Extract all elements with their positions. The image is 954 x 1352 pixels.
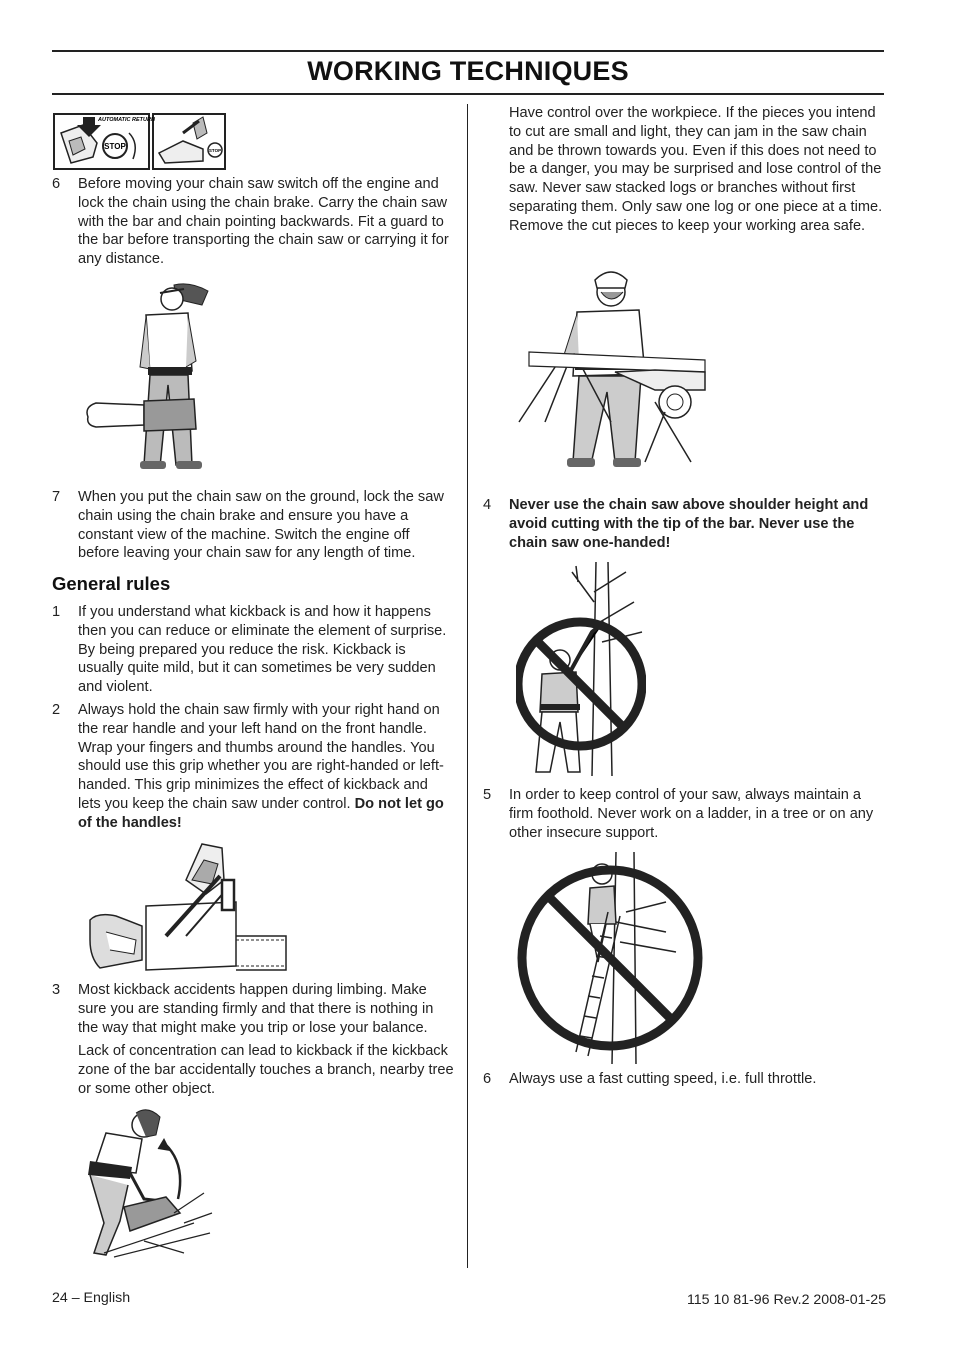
page-title: WORKING TECHNIQUES: [307, 56, 629, 86]
warning-bold: Never use the chain saw above shoulder height and avoid cutting with the tip of the bar. Never use the chain saw one-handed!: [509, 497, 869, 551]
page-number: 24 – English: [52, 1290, 131, 1306]
header-rule-bottom: [52, 93, 884, 95]
paragraph: Lack of concentration can lead to kickback if the kickback zone of the bar accidentally touches a branch, nearby tree or some other object.: [78, 1043, 454, 1097]
list-item: 1 If you understand what kickback is and how it happens then you can reduce or eliminate the element of surprise. By being prepared you reduce the risk. Kickback is usually quite mild, but it can sometimes be very sudden and violent.: [52, 604, 447, 696]
section-heading: General rules: [52, 573, 171, 594]
sawhorse-cutting-illustration: [515, 262, 715, 474]
automatic-return-label: AUTOMATIC RETURN: [98, 117, 155, 123]
list-item: 6 Always use a fast cutting speed, i.e. full throttle.: [483, 1071, 817, 1087]
list-item: 7 When you put the chain saw on the ground, lock the saw chain using the chain brake and ensure you have a constant view of the machine. Switch the engine off before leaving your chain saw for any length of time.: [52, 489, 444, 562]
list-item: 4 Never use the chain saw above shoulder height and avoid cutting with the tip of the bar. Never use the chain saw one-handed!: [483, 497, 869, 551]
header-rule-top: [52, 50, 884, 52]
list-item: 3 Most kickback accidents happen during limbing. Make sure you are standing firmly and that there is nothing in the way that might make you trip or lose your balance.: [52, 982, 434, 1036]
chain-brake-icon-panel: [53, 113, 226, 170]
warning-bold: Do not let go of the handles!: [78, 795, 444, 831]
prohibited-shoulder-height-illustration: [516, 562, 646, 776]
stop-small-label: STOP: [208, 148, 222, 153]
limbing-illustration: [84, 1103, 216, 1263]
prohibited-ladder-illustration: [516, 852, 710, 1064]
list-item: 5 In order to keep control of your saw, always maintain a firm foothold. Never work on a ladder, in a tree or on any other insecure support.: [483, 787, 874, 841]
paragraph: Have control over the workpiece. If the pieces you intend to cut are small and light, they can jam in the saw chain and be thrown towards you. Even if this does not need to be a danger, you may be surprised and lose control of the saw. Never saw stacked logs or branches without first separating them. Only saw one log or one piece at a time. Remove the cut pieces to keep your working area safe.: [509, 105, 883, 234]
list-item: 2 Always hold the chain saw firmly with your right hand on the rear handle and your left hand on the front handle. Wrap your fingers and thumbs around the handles. You should use this grip whether you are right-handed or left-handed. This grip minimizes the effect of kickback and lets you keep the chain saw under control. Do not let go of the handles!: [52, 702, 444, 831]
carrying-chain-saw-illustration: [84, 275, 214, 485]
grip-handles-illustration: [86, 840, 291, 976]
column-divider: [467, 104, 468, 1268]
stop-label: STOP: [104, 142, 126, 151]
document-id: 115 10 81-96 Rev.2 2008-01-25: [686, 1292, 886, 1308]
list-item: 6 Before moving your chain saw switch off the engine and lock the chain using the chain brake. Carry the chain saw with the bar and chain pointing backwards. Fit a guard to the bar before transporting the chain saw or carrying it for any distance.: [52, 176, 449, 268]
